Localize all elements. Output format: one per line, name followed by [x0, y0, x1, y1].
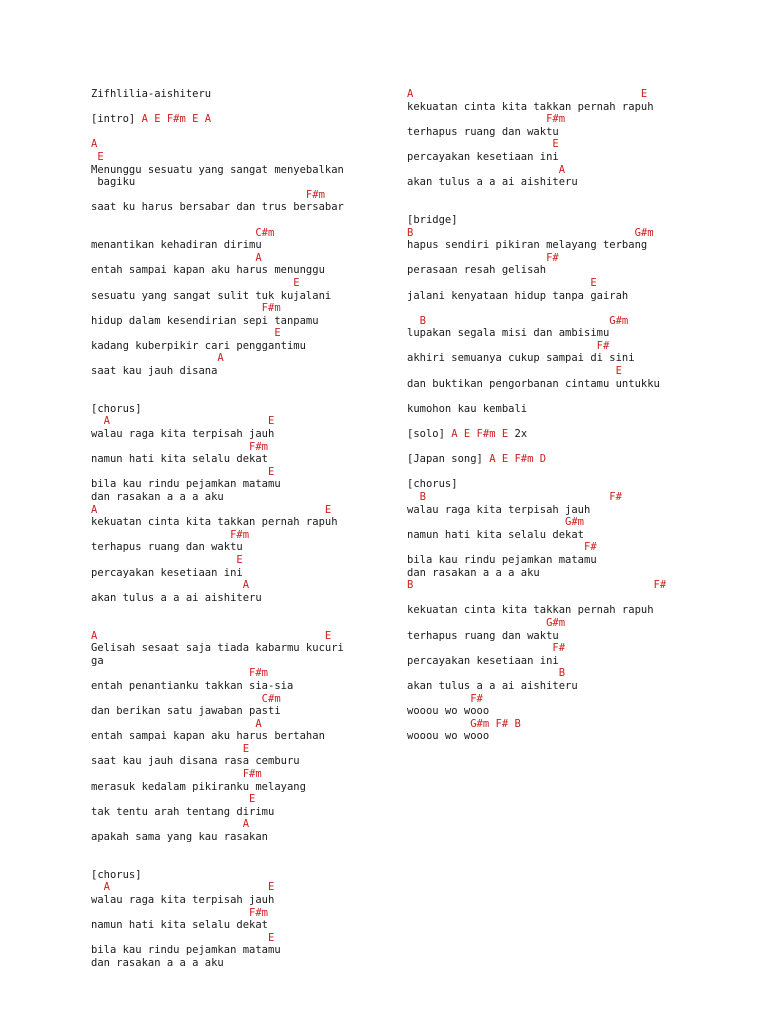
chord-line: G#m	[407, 616, 566, 629]
chord-line: G#m F# B	[407, 717, 521, 730]
lyric-line: wooou wo wooo	[407, 730, 490, 743]
lyric-line: akan tulus a a ai aishiteru	[407, 176, 578, 189]
chord-line: B F#	[407, 491, 622, 503]
blank-line	[91, 617, 391, 630]
lyric-line: kekuatan cinta kita takkan pernah rapuh	[407, 100, 654, 113]
chord-line: F#	[407, 642, 566, 655]
chord-line: A	[91, 579, 250, 592]
chord-line: A	[91, 818, 250, 831]
chord-line: E	[407, 138, 559, 151]
chord-line: E	[91, 150, 104, 163]
lyric-line: tak tentu arah tentang dirimu	[91, 805, 275, 818]
lyric-line: hidup dalam kesendirian sepi tanpamu	[91, 314, 319, 327]
lyric-line: akan tulus a a ai aishiteru	[407, 679, 578, 692]
lyric-line: dan rasakan a a a aku	[91, 491, 224, 503]
chord-line: A E	[91, 415, 275, 428]
lyric-line: bila kau rindu pejamkan matamu	[91, 944, 281, 957]
lyric-line: percayakan kesetiaan ini	[91, 566, 243, 579]
section-label: [solo]	[407, 428, 452, 441]
chord-line: B G#m	[407, 226, 654, 239]
blank-line	[407, 592, 707, 605]
blank-line	[91, 214, 391, 227]
chord-line: F#m	[91, 667, 269, 680]
lyric-line: entah sampai kapan aku harus menunggu	[91, 264, 325, 277]
lyric-line: Gelisah sesaat saja tiada kabarmu kucuri	[91, 642, 344, 655]
section-label: [Japan song]	[407, 453, 490, 466]
lyric-line: namun hati kita selalu dekat	[407, 528, 585, 541]
blank-line	[407, 302, 707, 315]
chord-line: A E	[91, 503, 332, 516]
lyric-line: akan tulus a a ai aishiteru	[91, 591, 262, 604]
lyric-line: percayakan kesetiaan ini	[407, 150, 559, 163]
chord-progression: A E F#m E	[451, 428, 509, 441]
chord-line: F#m	[91, 768, 262, 781]
lyric-line: entah sampai kapan aku harus bertahan	[91, 730, 325, 743]
blank-line	[407, 390, 707, 403]
lyric-line: bila kau rindu pejamkan matamu	[91, 478, 281, 491]
chord-line: G#m	[407, 516, 585, 529]
chord-line: B	[407, 667, 566, 680]
lyric-line: dan berikan satu jawaban pasti	[91, 705, 281, 718]
lyric-line: percayakan kesetiaan ini	[407, 654, 559, 667]
chord-line: E	[407, 276, 597, 289]
chord-line: C#m	[91, 692, 281, 705]
section-header: [bridge]	[407, 213, 458, 226]
chord-line: A E	[407, 88, 648, 100]
chord-line: F#m	[91, 188, 325, 201]
lyric-line: terhapus ruang dan waktu	[407, 629, 559, 642]
chord-line: F#	[407, 692, 483, 705]
blank-line	[91, 101, 391, 114]
lyric-line: kekuatan cinta kita takkan pernah rapuh	[407, 604, 654, 617]
chord-line: F#m	[91, 528, 250, 541]
chord-line: E	[91, 553, 243, 566]
lyric-line: hapus sendiri pikiran melayang terbang	[407, 239, 648, 252]
lyric-line: kumohon kau kembali	[407, 402, 528, 415]
chord-line: F#m	[91, 906, 269, 919]
chord-line: F#m	[407, 113, 566, 126]
lyric-line: dan buktikan pengorbanan cintamu untukku	[407, 377, 660, 390]
lyric-line: perasaan resah gelisah	[407, 264, 547, 277]
lyric-line: apakah sama yang kau rasakan	[91, 831, 269, 844]
chord-line: A	[91, 352, 224, 365]
section-header: [chorus]	[407, 478, 458, 491]
lyric-line: saat kau jauh disana	[91, 365, 218, 378]
blank-line	[91, 844, 391, 857]
chord-line: B F#	[407, 579, 667, 592]
chord-line: E	[91, 742, 250, 755]
lyric-line: saat ku harus bersabar dan trus bersabar	[91, 201, 344, 214]
lyric-line: dan rasakan a a a aku	[91, 956, 224, 969]
lyric-line: merasuk kedalam pikiranku melayang	[91, 780, 306, 793]
lyric-line: akhiri semuanya cukup sampai di sini	[407, 352, 635, 365]
chord-line: E	[91, 276, 300, 289]
lyric-line: jalani kenyataan hidup tanpa gairah	[407, 289, 629, 302]
chord-progression: A E F#m E A	[141, 113, 212, 126]
chord-line: E	[91, 465, 275, 478]
right-column	[407, 88, 707, 743]
lyric-line: terhapus ruang dan waktu	[91, 541, 243, 554]
lyric-line: saat kau jauh disana rasa cemburu	[91, 755, 300, 768]
lyric-line: menantikan kehadiran dirimu	[91, 239, 262, 252]
blank-line	[407, 201, 707, 214]
repeat-count: 2x	[508, 428, 528, 441]
lyric-line: ga	[91, 654, 104, 667]
chord-line: B G#m	[407, 314, 629, 327]
blank-line	[91, 126, 391, 139]
chord-line: A	[91, 717, 262, 730]
blank-line	[91, 390, 391, 403]
section-label: [intro]	[91, 113, 142, 126]
section-header: [chorus]	[91, 868, 142, 881]
section-chord-line	[407, 428, 707, 441]
lyric-line: kekuatan cinta kita takkan pernah rapuh	[91, 516, 338, 529]
lyric-line: lupakan segala misi dan ambisimu	[407, 327, 610, 340]
lyric-line: walau raga kita terpisah jauh	[91, 894, 275, 906]
left-column	[91, 88, 391, 970]
chord-progression: A E F#m D	[489, 453, 547, 466]
section-chord-line	[91, 113, 391, 126]
lyric-line: bila kau rindu pejamkan matamu	[407, 553, 597, 566]
chord-line: F#m	[91, 440, 269, 453]
chord-line: E	[407, 365, 622, 378]
blank-line	[407, 415, 707, 428]
lyric-line: walau raga kita terpisah jauh	[91, 428, 275, 441]
chord-line: A E	[91, 881, 275, 894]
lyric-line: namun hati kita selalu dekat	[91, 919, 269, 932]
lyric-line: sesuatu yang sangat sulit tuk kujalani	[91, 289, 332, 302]
chord-line: A	[91, 251, 262, 264]
lyric-line: Menunggu sesuatu yang sangat menyebalkan	[91, 163, 344, 176]
lyric-line: entah penantianku takkan sia-sia	[91, 679, 294, 692]
blank-line	[407, 189, 707, 202]
blank-line	[407, 441, 707, 454]
lyric-line: kadang kuberpikir cari penggantimu	[91, 339, 306, 352]
chord-line: A	[407, 163, 566, 176]
chord-line: F#	[407, 541, 597, 554]
section-header: [chorus]	[91, 402, 142, 415]
chord-line: F#	[407, 251, 559, 264]
chord-line: E	[91, 793, 256, 806]
blank-line	[91, 604, 391, 617]
lyric-line: dan rasakan a a a aku	[407, 566, 540, 579]
chord-line: F#m	[91, 302, 281, 315]
chord-line: E	[91, 327, 281, 340]
blank-line	[407, 466, 707, 479]
lyric-line: bagiku	[91, 176, 136, 189]
blank-line	[91, 378, 391, 391]
lyric-line: walau raga kita terpisah jauh	[407, 503, 591, 516]
chord-line: E	[91, 931, 275, 944]
lyric-line: namun hati kita selalu dekat	[91, 453, 269, 466]
lyric-line: terhapus ruang dan waktu	[407, 125, 559, 138]
chord-line: F#	[407, 339, 610, 352]
chord-line: A	[91, 138, 98, 151]
chord-line: C#m	[91, 226, 275, 239]
song-title: Zifhlilia-aishiteru	[91, 88, 212, 100]
chord-line: A E	[91, 629, 332, 642]
blank-line	[91, 856, 391, 869]
section-chord-line	[407, 453, 707, 466]
lyric-line: wooou wo wooo	[407, 705, 490, 718]
